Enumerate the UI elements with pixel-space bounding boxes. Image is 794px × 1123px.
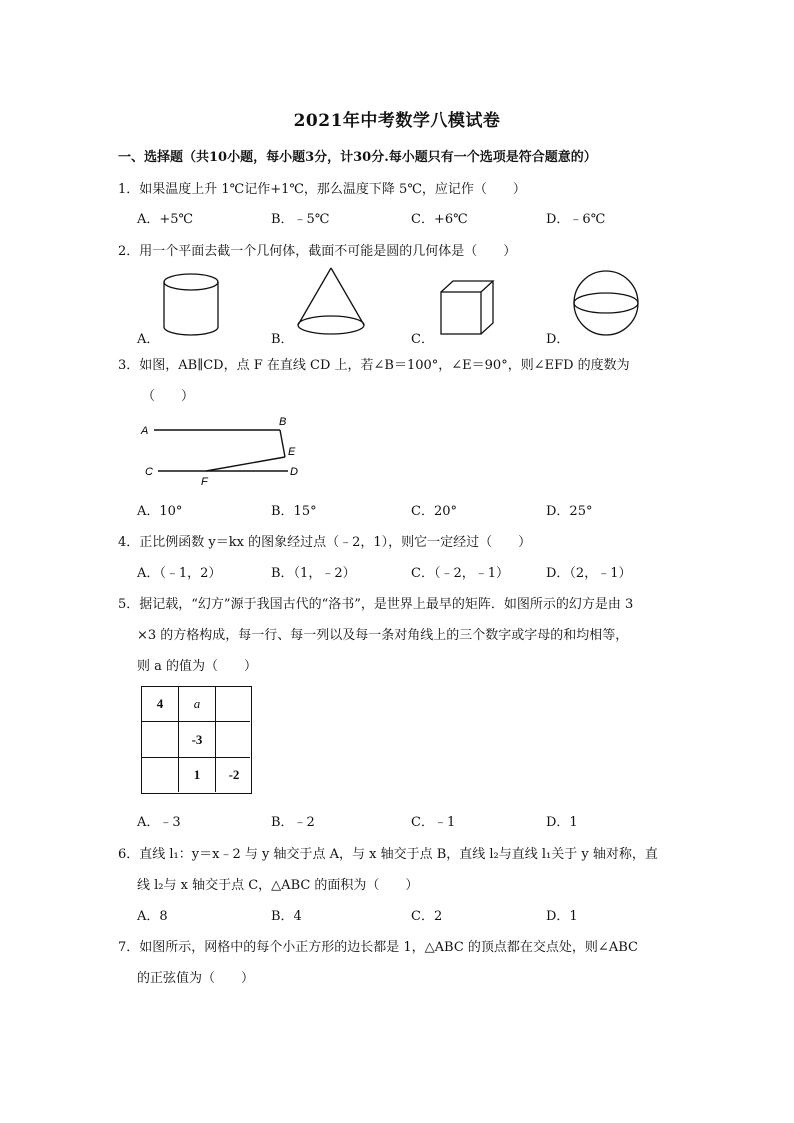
q2-option-a: A． [137,332,160,347]
grid-cell-r2c1 [142,723,178,757]
question-1-text: 1．如果温度上升 1℃记作+1℃，那么温度下降 5℃，应记作（ ） [118,182,526,197]
cone-figure [294,265,368,343]
q3-option-c: C．20° [411,504,457,519]
q2-option-c: C． [411,332,434,347]
q4-option-c: C．（﹣2，﹣1） [411,566,509,581]
q5-option-b: B．﹣2 [271,815,315,830]
q5-option-c: C．﹣1 [411,815,456,830]
q5-option-d: D．1 [546,815,578,830]
q1-option-d: D．﹣6℃ [546,212,606,227]
q2-option-b: B． [271,332,294,347]
q4-option-a: A．（﹣1，2） [137,566,222,581]
grid-cell-r3c2: 1 [193,767,201,782]
q5-option-a: A．﹣3 [137,815,181,830]
question-7-text-line2: 的正弦值为（ ） [137,971,255,986]
q4-option-d: D．（2，﹣1） [546,566,632,581]
label-B: B [279,416,287,428]
grid-cell-r3c1 [142,758,178,792]
question-5-text-line1: 5．据记载，“幻方”源于我国古代的“洛书”，是世界上最早的矩阵．如图所示的幻方是由 3 [118,597,634,612]
question-2-text: 2．用一个平面去截一个几何体，截面不可能是圆的几何体是（ ） [118,244,517,259]
grid-cell-r1c3 [216,687,252,721]
q2-option-d: D． [546,332,570,347]
question-6-text-line1: 6．直线 l₁：y＝x﹣2 与 y 轴交于点 A，与 x 轴交于点 B，直线 l₂与直线 l₁关于 y 轴对称，直 [118,847,658,862]
magic-square-grid [141,686,252,794]
section-heading: 一、选择题（共10小题，每小题3分，计30分.每小题只有一个选项是符合题意的） [118,150,597,165]
q3-option-d: D．25° [546,504,593,519]
q4-option-b: B．（1，﹣2） [271,566,356,581]
label-E: E [288,446,296,458]
label-D: D [290,466,298,478]
q6-option-c: C．2 [411,909,443,924]
sphere-figure [570,268,642,338]
question-5-text-line2: ×3 的方格构成，每一行、每一列以及每一条对角线上的三个数字或字母的和均相等， [137,628,629,643]
page-title: 2021年中考数学八模试卷 [293,111,501,131]
question-6-text-line2: 线 l₂与 x 轴交于点 C，△ABC 的面积为（ ） [137,878,419,893]
grid-cell-r2c3 [216,723,252,757]
grid-cell-r3c3: -2 [228,767,240,782]
cube-figure [438,278,496,338]
grid-cell-r1c1: 4 [156,696,164,711]
label-A: A [141,425,149,437]
q6-option-b: B．4 [271,909,302,924]
question-3-text-line1: 3．如图，AB∥CD，点 F 在直线 CD 上，若∠B＝100°，∠E＝90°，则∠EFD 的度数为 [118,358,630,373]
parallel-lines-figure [138,412,308,488]
q1-option-c: C．+6℃ [411,212,468,227]
q1-option-b: B．﹣5℃ [271,212,330,227]
q1-option-a: A．+5℃ [137,212,194,227]
question-3-text-line2: （ ） [142,389,195,404]
grid-cell-r1c2: a [193,696,201,711]
q6-option-a: A．8 [137,909,168,924]
cylinder-figure [160,272,222,338]
question-4-text: 4．正比例函数 y＝kx 的图象经过点（﹣2，1），则它一定经过（ ） [118,535,532,550]
question-5-text-line3: 则 a 的值为（ ） [137,659,258,674]
q3-option-b: B．15° [271,504,317,519]
question-7-text-line1: 7．如图所示，网格中的每个小正方形的边长都是 1，△ABC 的顶点都在交点处，则∠ABC [118,940,638,955]
grid-cell-r2c2: -3 [191,732,203,747]
label-F: F [201,476,208,488]
q3-option-a: A．10° [137,504,183,519]
q6-option-d: D．1 [546,909,578,924]
label-C: C [145,466,153,478]
